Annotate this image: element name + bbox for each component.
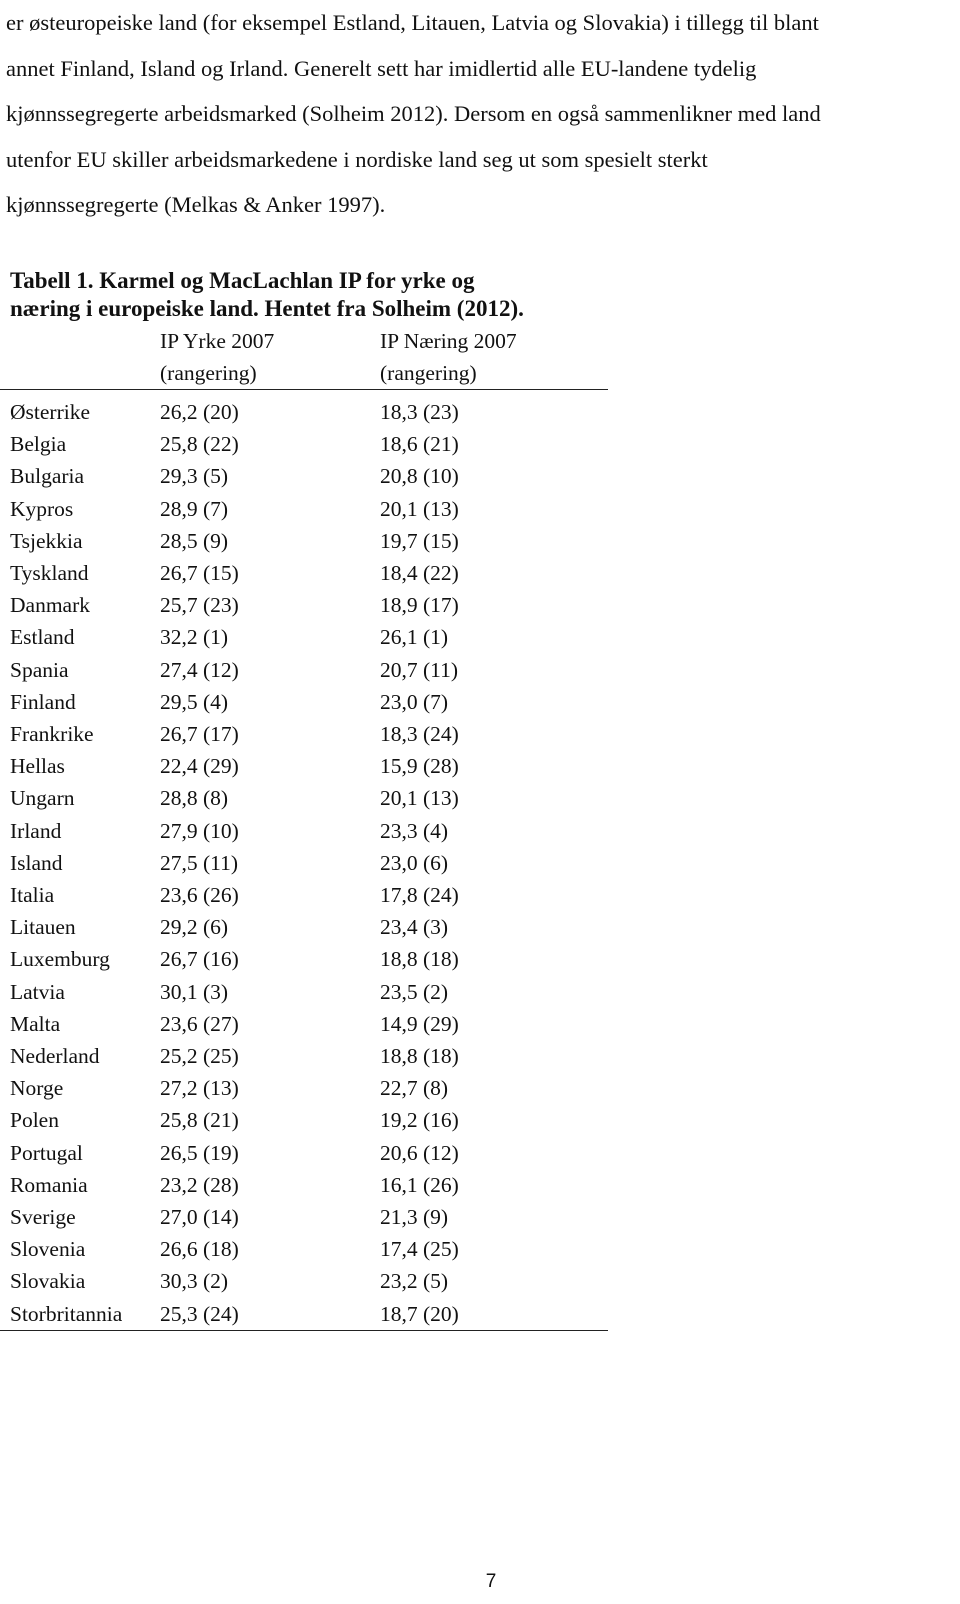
cell-ip-naering: 18,3 (23) <box>380 400 459 424</box>
table-row <box>0 1008 608 1040</box>
cell-country: Frankrike <box>10 722 94 747</box>
cell-ip-naering: 23,0 (6) <box>380 850 449 875</box>
cell-ip-naering: 19,2 (16) <box>380 1108 459 1133</box>
cell-country: Finland <box>10 689 76 714</box>
table-row <box>0 976 608 1008</box>
page-number: 7 <box>485 1571 497 1592</box>
cell-ip-naering: 20,1 (13) <box>380 496 459 521</box>
table-row <box>0 460 608 492</box>
paragraph-line: kjønnssegregerte arbeidsmarked (Solheim 2012). Dersom en også sammenlikner med land <box>6 101 821 127</box>
cell-country: Italia <box>10 883 55 908</box>
table-row <box>0 943 608 975</box>
cell-ip-yrke: 23,2 (28) <box>160 1172 239 1197</box>
cell-country: Litauen <box>10 915 76 940</box>
table-row <box>0 1233 608 1265</box>
paragraph-line: er østeuropeiske land (for eksempel Estland, Litauen, Latvia og Slovakia) i tillegg til blant <box>6 10 819 35</box>
segregation-index-table <box>0 325 608 1331</box>
cell-ip-yrke: 27,5 (11) <box>160 850 239 875</box>
cell-ip-naering: 20,6 (12) <box>380 1140 459 1165</box>
cell-ip-yrke: 26,7 (15) <box>160 561 239 586</box>
cell-country: Kypros <box>10 496 74 521</box>
cell-ip-yrke: 27,0 (14) <box>160 1205 239 1230</box>
cell-country: Danmark <box>10 593 90 618</box>
cell-ip-yrke: 28,5 (9) <box>160 528 229 553</box>
table-row <box>0 525 608 557</box>
table-row <box>0 1169 608 1201</box>
cell-country: Spania <box>10 657 69 682</box>
cell-ip-yrke: 26,5 (19) <box>160 1140 239 1165</box>
cell-ip-yrke: 26,2 (20) <box>160 400 239 424</box>
cell-ip-yrke: 26,6 (18) <box>160 1237 239 1262</box>
table-row <box>0 1104 608 1136</box>
table-row <box>0 557 608 589</box>
table-body <box>0 390 608 1331</box>
cell-ip-yrke: 30,1 (3) <box>160 979 229 1004</box>
cell-country: Island <box>10 850 63 875</box>
cell-ip-naering: 16,1 (26) <box>380 1172 459 1197</box>
table-row <box>0 911 608 943</box>
header-ip-naering <box>380 325 608 390</box>
cell-country: Slovenia <box>10 1237 86 1262</box>
cell-ip-yrke: 29,5 (4) <box>160 689 229 714</box>
cell-ip-naering: 23,4 (3) <box>380 915 449 940</box>
cell-ip-naering: 14,9 (29) <box>380 1011 459 1036</box>
cell-ip-naering: 20,7 (11) <box>380 657 459 682</box>
cell-country: Portugal <box>10 1140 83 1165</box>
table-row <box>0 493 608 525</box>
table-header-row <box>0 325 608 390</box>
table-row <box>0 390 608 429</box>
cell-country: Latvia <box>10 979 65 1004</box>
cell-ip-naering: 19,7 (15) <box>380 528 459 553</box>
cell-country: Tsjekkia <box>10 528 83 553</box>
cell-country: Estland <box>10 625 75 650</box>
cell-country: Tyskland <box>10 561 89 586</box>
cell-ip-yrke: 25,3 (24) <box>160 1298 380 1331</box>
cell-ip-yrke: 26,7 (17) <box>160 722 239 747</box>
header-ip-naering-title: IP Næring 2007 <box>380 329 517 353</box>
cell-ip-yrke: 30,3 (2) <box>160 1269 229 1294</box>
table-row <box>0 1298 608 1331</box>
cell-ip-naering: 22,7 (8) <box>380 1076 449 1101</box>
cell-ip-yrke: 28,9 (7) <box>160 496 229 521</box>
cell-ip-yrke: 27,9 (10) <box>160 818 239 843</box>
cell-ip-yrke: 25,2 (25) <box>160 1044 239 1069</box>
cell-country: Østerrike <box>10 400 90 424</box>
cell-ip-naering: 18,4 (22) <box>380 561 459 586</box>
cell-country: Bulgaria <box>10 464 85 489</box>
table-row <box>0 879 608 911</box>
cell-ip-naering: 18,6 (21) <box>380 432 459 457</box>
cell-ip-yrke: 29,2 (6) <box>160 915 229 940</box>
cell-ip-yrke: 26,7 (16) <box>160 947 239 972</box>
cell-country: Hellas <box>10 754 65 779</box>
cell-country: Belgia <box>10 432 67 457</box>
cell-country: Nederland <box>10 1044 100 1069</box>
table-row <box>0 815 608 847</box>
cell-country: Ungarn <box>10 786 75 811</box>
cell-ip-naering: 23,0 (7) <box>380 689 449 714</box>
cell-country: Malta <box>10 1011 61 1036</box>
cell-ip-naering: 18,9 (17) <box>380 593 459 618</box>
table-caption <box>10 267 524 323</box>
table-row <box>0 1201 608 1233</box>
cell-country: Slovakia <box>10 1269 86 1294</box>
cell-country: Irland <box>10 818 62 843</box>
paragraph-line: annet Finland, Island og Irland. Generelt sett har imidlertid alle EU-landene tydelig <box>6 55 757 81</box>
cell-ip-yrke: 25,8 (22) <box>160 432 239 457</box>
table-caption-line-2: næring i europeiske land. Hentet fra Solheim (2012). <box>10 296 524 321</box>
table-row <box>0 718 608 750</box>
cell-ip-naering: 20,8 (10) <box>380 464 459 489</box>
table-row <box>0 428 608 460</box>
body-paragraph <box>6 0 956 228</box>
header-ip-yrke <box>160 325 380 390</box>
cell-country: Luxemburg <box>10 947 110 972</box>
cell-country: Storbritannia <box>0 1298 160 1331</box>
cell-ip-naering: 18,8 (18) <box>380 1044 459 1069</box>
cell-ip-naering: 15,9 (28) <box>380 754 459 779</box>
header-ip-naering-sub: (rangering) <box>380 361 477 385</box>
cell-ip-naering: 26,1 (1) <box>380 625 449 650</box>
table-row <box>0 686 608 718</box>
table-row <box>0 1265 608 1297</box>
cell-ip-naering: 18,8 (18) <box>380 947 459 972</box>
cell-country: Norge <box>10 1076 64 1101</box>
cell-ip-naering: 23,3 (4) <box>380 818 449 843</box>
table-caption-line-1: Tabell 1. Karmel og MacLachlan IP for yrke og <box>10 268 475 293</box>
table-row <box>0 1137 608 1169</box>
cell-ip-yrke: 25,7 (23) <box>160 593 239 618</box>
cell-ip-naering: 17,8 (24) <box>380 883 459 908</box>
cell-ip-naering: 23,2 (5) <box>380 1269 449 1294</box>
header-country <box>0 325 160 390</box>
cell-ip-yrke: 22,4 (29) <box>160 754 239 779</box>
header-ip-yrke-title: IP Yrke 2007 <box>160 329 275 353</box>
cell-ip-yrke: 32,2 (1) <box>160 625 229 650</box>
table-row <box>0 654 608 686</box>
cell-country: Romania <box>10 1172 88 1197</box>
cell-ip-yrke: 27,2 (13) <box>160 1076 239 1101</box>
cell-country: Polen <box>10 1108 59 1133</box>
cell-country: Sverige <box>10 1205 76 1230</box>
cell-ip-yrke: 27,4 (12) <box>160 657 239 682</box>
header-ip-yrke-sub: (rangering) <box>160 361 257 385</box>
cell-ip-naering: 23,5 (2) <box>380 979 449 1004</box>
paragraph-line: kjønnssegregerte (Melkas & Anker 1997). <box>6 192 386 218</box>
table-row <box>0 1072 608 1104</box>
cell-ip-naering: 21,3 (9) <box>380 1205 449 1230</box>
paragraph-line: utenfor EU skiller arbeidsmarkedene i nordiske land seg ut som spesielt sterkt <box>6 146 708 172</box>
cell-ip-yrke: 28,8 (8) <box>160 786 229 811</box>
cell-ip-naering: 20,1 (13) <box>380 786 459 811</box>
cell-ip-yrke: 23,6 (27) <box>160 1011 239 1036</box>
cell-ip-naering: 18,3 (24) <box>380 722 459 747</box>
cell-ip-yrke: 25,8 (21) <box>160 1108 239 1133</box>
cell-ip-yrke: 23,6 (26) <box>160 883 239 908</box>
table-row <box>0 847 608 879</box>
table-row <box>0 621 608 653</box>
table-row <box>0 1040 608 1072</box>
cell-ip-naering: 17,4 (25) <box>380 1237 459 1262</box>
table-row <box>0 750 608 782</box>
cell-ip-naering: 18,7 (20) <box>380 1298 608 1331</box>
table-row <box>0 589 608 621</box>
table-row <box>0 782 608 814</box>
cell-ip-yrke: 29,3 (5) <box>160 464 229 489</box>
